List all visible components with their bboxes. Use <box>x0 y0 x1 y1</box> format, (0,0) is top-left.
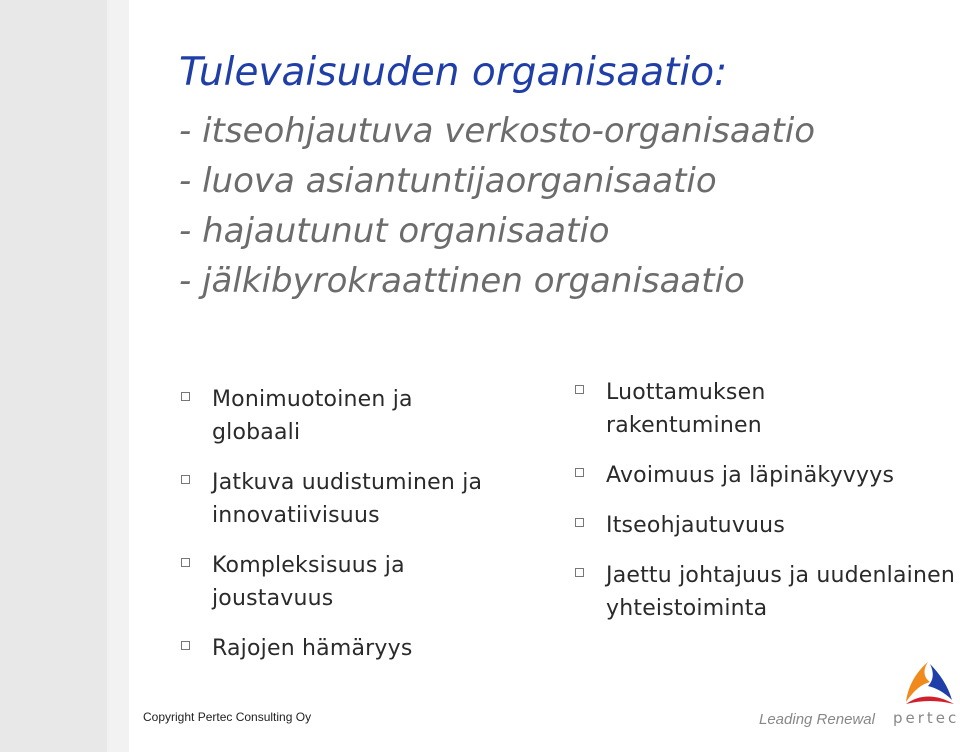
pertec-logo-icon <box>900 660 956 706</box>
tagline-text: Leading Renewal <box>759 711 875 728</box>
bullet-text: Itseohjautuvuus <box>606 513 785 538</box>
slide-title: Tulevaisuuden organisaatio: <box>179 50 728 95</box>
square-bullet-icon <box>575 518 584 527</box>
subtitle-item: - luova asiantuntijaorganisaatio <box>179 161 717 201</box>
left-bullet-list <box>181 383 541 682</box>
bullet-text: Kompleksisuus ja joustavuus <box>212 553 405 611</box>
square-bullet-icon <box>181 641 190 650</box>
bullet-text: Jaettu johtajuus ja uudenlainen yhteistoiminta <box>606 563 956 621</box>
square-bullet-icon <box>575 468 584 477</box>
right-bullet-item <box>575 459 955 492</box>
side-band-inner <box>107 0 129 752</box>
left-bullet-item <box>181 383 452 449</box>
subtitle-list <box>179 106 815 306</box>
bullet-text: Monimuotoinen ja globaali <box>212 387 413 445</box>
right-bullet-list <box>575 376 955 642</box>
left-bullet-item <box>181 466 552 532</box>
bullet-text: Luottamuksen rakentuminen <box>606 380 766 438</box>
right-bullet-item <box>575 376 821 442</box>
right-bullet-item <box>575 559 960 625</box>
bullet-text: Rajojen hämäryys <box>212 636 413 661</box>
brand-wordmark: pertec <box>893 709 960 727</box>
bullet-text: Jatkuva uudistuminen ja innovatiivisuus <box>212 470 483 528</box>
square-bullet-icon <box>575 568 584 577</box>
square-bullet-icon <box>181 558 190 567</box>
left-bullet-item <box>181 549 462 615</box>
subtitle-item: - itseohjautuva verkosto-organisaatio <box>179 111 816 151</box>
right-bullet-item <box>575 509 955 542</box>
subtitle-item: - jälkibyrokraattinen organisaatio <box>179 261 745 301</box>
bullet-text: Avoimuus ja läpinäkyvyys <box>606 463 895 488</box>
subtitle-item: - hajautunut organisaatio <box>179 211 610 251</box>
square-bullet-icon <box>575 385 584 394</box>
square-bullet-icon <box>181 392 190 401</box>
copyright-text: Copyright Pertec Consulting Oy <box>143 710 312 724</box>
side-band <box>0 0 107 752</box>
square-bullet-icon <box>181 475 190 484</box>
left-bullet-item <box>181 632 512 665</box>
